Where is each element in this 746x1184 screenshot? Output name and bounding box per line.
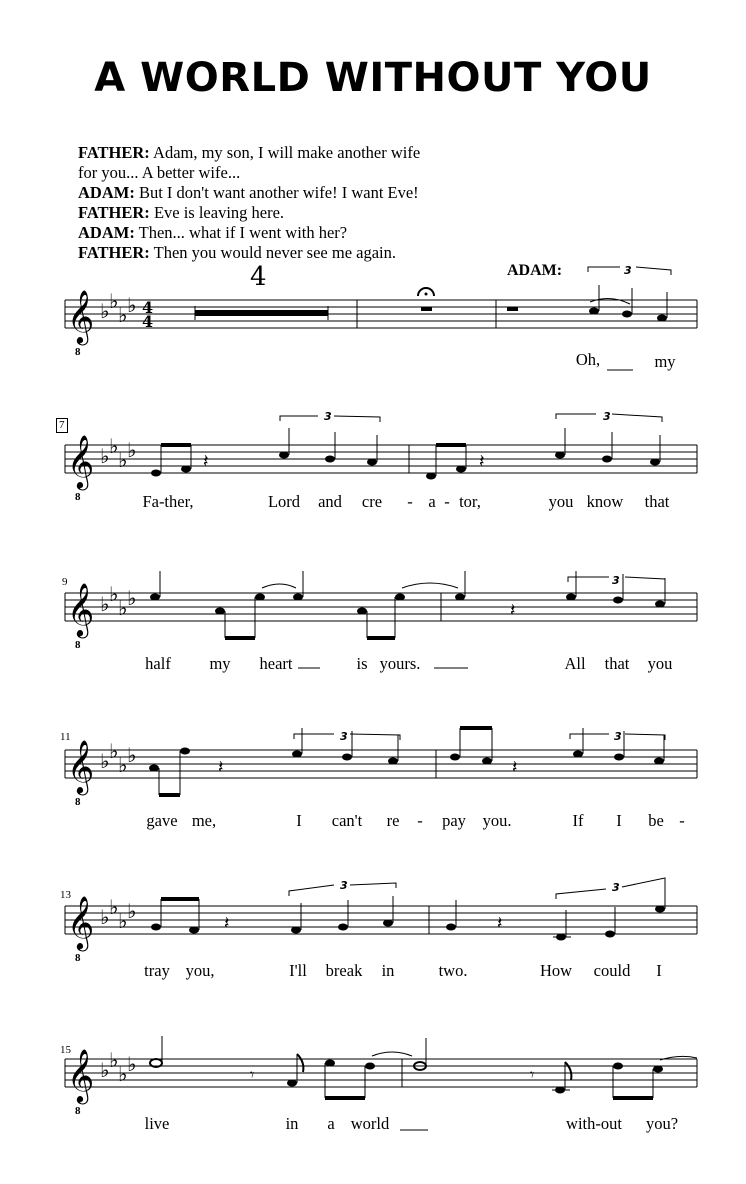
lyric-syllable: you. — [482, 811, 512, 830]
lyric-syllable: you — [647, 654, 673, 673]
staff — [0, 723, 746, 873]
lyric-syllable: in — [285, 1114, 299, 1133]
lyric-syllable: world — [350, 1114, 390, 1133]
svg-text:8: 8 — [75, 346, 81, 358]
svg-text:♭: ♭ — [109, 897, 119, 919]
lyric-hyphen: - — [444, 492, 450, 511]
svg-text:𝄽: 𝄽 — [510, 600, 516, 620]
svg-text:𝄽: 𝄽 — [497, 913, 503, 933]
treble-clef-icon: 𝄞 — [67, 582, 95, 636]
staff-system-4 — [0, 723, 746, 873]
lyric-hyphen: - — [407, 492, 413, 511]
svg-text:♭: ♭ — [100, 751, 110, 773]
treble-clef-icon: 𝄞 — [67, 1048, 95, 1102]
lyric-syllable: If — [572, 811, 584, 830]
lyric-syllable: in — [381, 961, 395, 980]
tuplet-number: 3 — [603, 410, 611, 423]
lyric-syllable: half — [145, 654, 171, 673]
lyric-syllable: I — [296, 811, 302, 830]
svg-text:𝄾: 𝄾 — [530, 1067, 535, 1084]
dialogue-line — [78, 143, 538, 163]
svg-text:♭: ♭ — [109, 291, 119, 313]
staff — [0, 260, 746, 410]
treble-clef-icon: 𝄞 — [67, 739, 95, 793]
lyric-syllable: my — [209, 654, 231, 673]
dialogue-text: Then you would never see me again. — [149, 243, 397, 262]
lyric-syllable: break — [325, 961, 363, 980]
treble-clef-icon: 𝄞 — [67, 434, 95, 488]
staff — [0, 875, 746, 1025]
svg-text:♭: ♭ — [100, 594, 110, 616]
lyric-syllable: me, — [191, 811, 217, 830]
tuplet-number: 3 — [624, 264, 632, 277]
speaker: FATHER: — [78, 203, 150, 222]
multirest-bar — [195, 310, 328, 316]
lyric-hyphen: - — [679, 811, 685, 830]
svg-text:♭: ♭ — [127, 588, 137, 610]
measure-number: 13 — [60, 889, 71, 901]
svg-text:♭: ♭ — [100, 1060, 110, 1082]
speaker: FATHER: — [78, 243, 150, 262]
dialogue-text: Then... what if I went with her? — [134, 223, 348, 242]
svg-text:♭: ♭ — [100, 301, 110, 323]
lyric-syllable: How — [539, 961, 573, 980]
svg-text:♭: ♭ — [127, 295, 137, 317]
lyric-syllable: I — [656, 961, 662, 980]
staff-system-2 — [0, 410, 746, 560]
lyric-syllable: re — [386, 811, 400, 830]
dialogue-text: Eve is leaving here. — [149, 203, 285, 222]
svg-text:♭: ♭ — [100, 907, 110, 929]
lyric-hyphen: - — [417, 811, 423, 830]
dialogue-line — [78, 203, 538, 223]
dialogue-block — [78, 143, 538, 263]
lyric-syllable: can't — [331, 811, 363, 830]
lyric-syllable: be — [648, 811, 664, 830]
lyric-syllable: with-out — [566, 1114, 622, 1133]
staff — [0, 566, 746, 716]
lyric-syllable: gave — [146, 811, 178, 830]
svg-text:4: 4 — [142, 312, 154, 331]
svg-text:♭: ♭ — [109, 584, 119, 606]
svg-text:♭: ♭ — [118, 755, 128, 777]
lyric-syllable: a — [327, 1114, 335, 1133]
dialogue-line — [78, 163, 538, 183]
lyric-syllable: yours. — [379, 654, 421, 673]
speaker: ADAM: — [78, 223, 135, 242]
svg-text:8: 8 — [75, 952, 81, 964]
song-title: A WORLD WITHOUT YOU — [94, 55, 652, 101]
lyric-syllable: a — [428, 492, 436, 511]
lyric-syllable: my — [654, 352, 676, 371]
svg-text:♭: ♭ — [118, 305, 128, 327]
treble-clef-icon: 𝄞 — [67, 895, 95, 949]
measure-number: 9 — [62, 576, 68, 588]
svg-text:♭: ♭ — [109, 1050, 119, 1072]
tuplet-number: 3 — [612, 881, 620, 894]
tuplet-number: 3 — [340, 730, 348, 743]
dialogue-text: But I don't want another wife! I want Eve! — [134, 183, 419, 202]
svg-text:8: 8 — [75, 796, 81, 808]
tuplet-number: 3 — [612, 574, 620, 587]
lyric-syllable: heart — [259, 654, 293, 673]
lyric-syllable: you? — [645, 1114, 679, 1133]
lyric-syllable: I'll — [289, 961, 307, 980]
svg-text:♭: ♭ — [118, 450, 128, 472]
measure-number: 11 — [60, 731, 71, 743]
lyric-syllable: and — [318, 492, 342, 511]
tuplet-number: 3 — [614, 730, 622, 743]
svg-text:𝄽: 𝄽 — [218, 757, 224, 777]
svg-text:8: 8 — [75, 1105, 81, 1117]
svg-text:♭: ♭ — [127, 745, 137, 767]
dialogue-line — [78, 223, 538, 243]
lyric-syllable: two. — [438, 961, 468, 980]
svg-text:𝄽: 𝄽 — [512, 757, 518, 777]
lyric-syllable: you — [548, 492, 574, 511]
staff-system-6 — [0, 1028, 746, 1178]
staff-system-3 — [0, 566, 746, 716]
lyric-syllable: All — [564, 654, 586, 673]
dialogue-line — [78, 183, 538, 203]
staff-system-5 — [0, 875, 746, 1025]
svg-text:♭: ♭ — [127, 1054, 137, 1076]
svg-text:♭: ♭ — [127, 440, 137, 462]
dialogue-text: Adam, my son, I will make another wife — [149, 143, 421, 162]
staff — [0, 1028, 746, 1178]
lyric-syllable: Fa-ther, — [142, 492, 194, 511]
time-signature: 4 — [142, 298, 154, 317]
multirest-count: 4 — [250, 262, 267, 292]
measure-number: 15 — [60, 1044, 71, 1056]
svg-text:𝄾: 𝄾 — [250, 1067, 255, 1084]
svg-text:♭: ♭ — [118, 598, 128, 620]
lyric-syllable: know — [586, 492, 624, 511]
svg-text:♭: ♭ — [118, 911, 128, 933]
dialogue-text: for you... A better wife... — [78, 163, 241, 182]
tuplet-number: 3 — [340, 879, 348, 892]
lyric-syllable: that — [644, 492, 670, 511]
speaker: ADAM: — [78, 183, 135, 202]
svg-text:𝄽: 𝄽 — [479, 451, 485, 471]
lyric-syllable: pay — [442, 811, 466, 830]
lyric-syllable: that — [604, 654, 630, 673]
lyric-syllable: you, — [185, 961, 215, 980]
svg-text:♭: ♭ — [127, 901, 137, 923]
lyric-syllable: is — [356, 654, 368, 673]
lyric-syllable: cre — [361, 492, 383, 511]
lyric-syllable: tray — [144, 961, 170, 980]
lyric-syllable: Oh, — [575, 350, 601, 369]
treble-clef-icon: 𝄞 — [67, 289, 95, 343]
staff — [0, 410, 746, 560]
staff-system-1 — [0, 260, 746, 410]
tuplet-number: 3 — [324, 410, 332, 423]
svg-text:𝄽: 𝄽 — [224, 913, 230, 933]
svg-text:8: 8 — [75, 491, 81, 503]
lyric-syllable: tor, — [459, 492, 481, 511]
speaker: FATHER: — [78, 143, 150, 162]
lyric-syllable: live — [144, 1114, 170, 1133]
singer-label: ADAM: — [507, 262, 563, 279]
measure-number: 7 — [56, 418, 68, 433]
lyric-syllable: Lord — [267, 492, 301, 511]
svg-text:♭: ♭ — [109, 741, 119, 763]
svg-text:♭: ♭ — [118, 1064, 128, 1086]
lyric-syllable: I — [616, 811, 622, 830]
lyric-syllable: could — [593, 961, 631, 980]
svg-text:♭: ♭ — [100, 446, 110, 468]
svg-text:8: 8 — [75, 639, 81, 651]
svg-text:𝄽: 𝄽 — [203, 451, 209, 471]
svg-text:♭: ♭ — [109, 436, 119, 458]
